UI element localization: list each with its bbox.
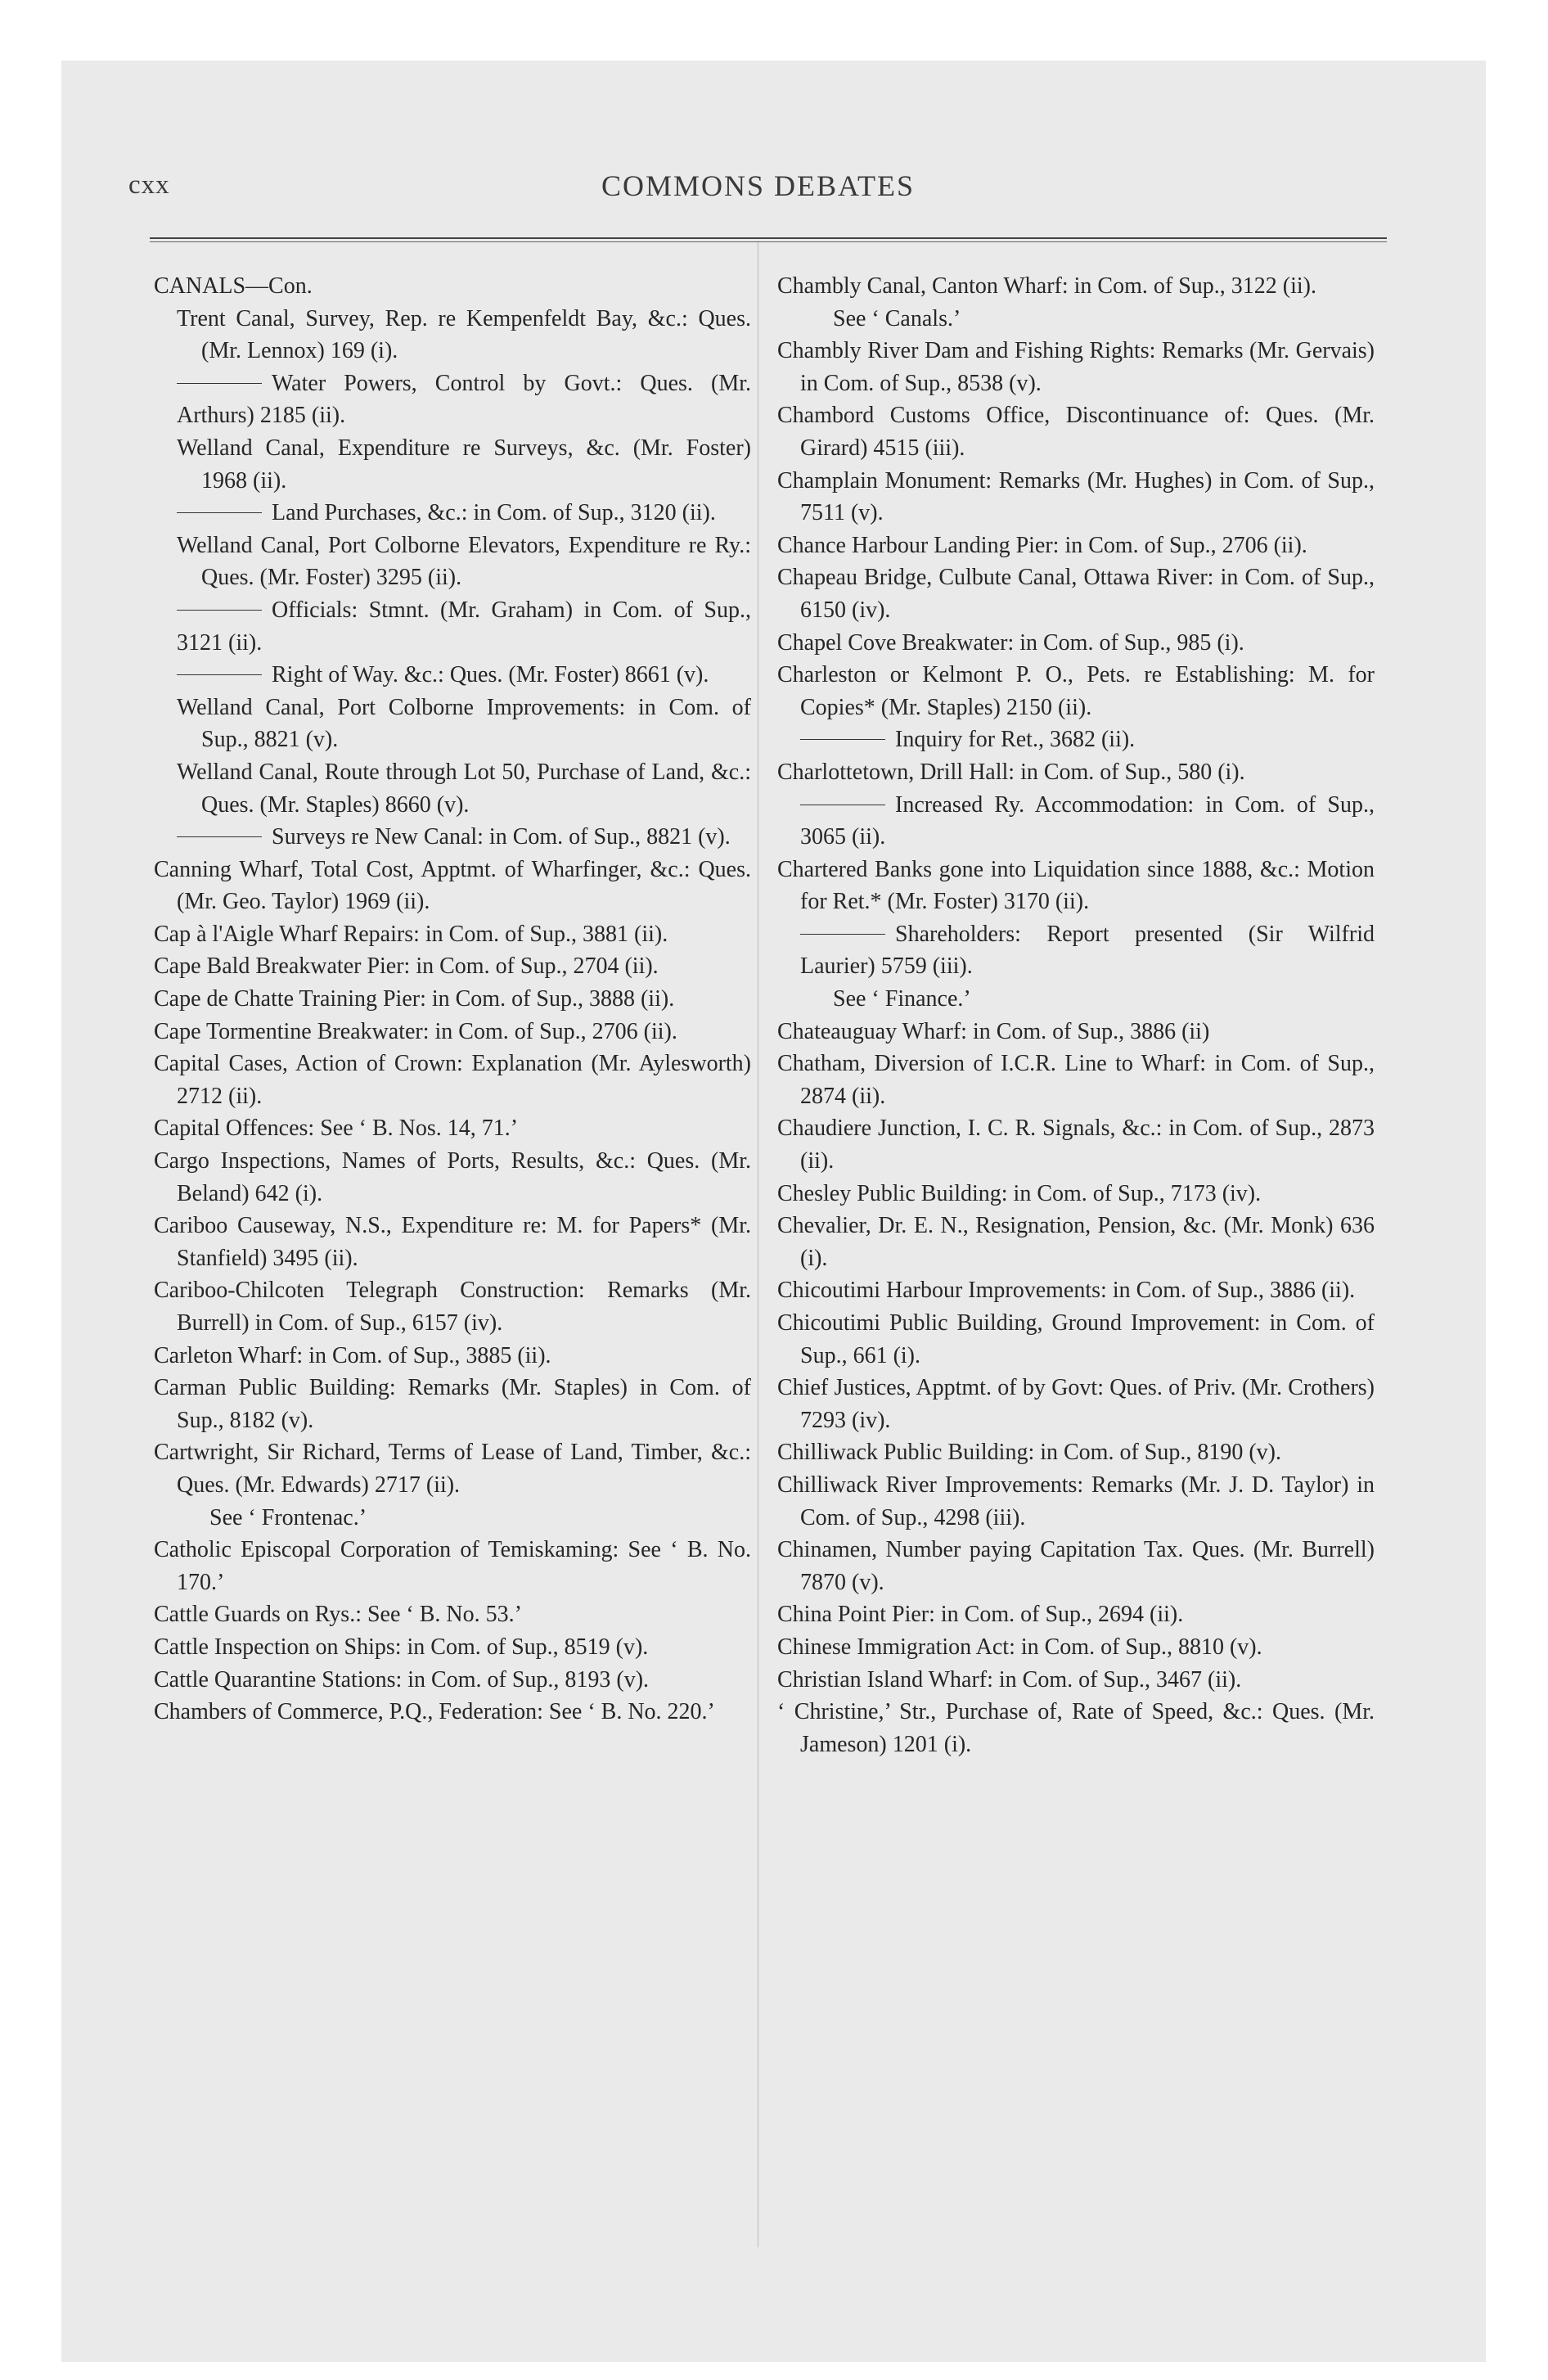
index-subentry <box>154 303 751 367</box>
entry-text: ‘ Christine,’ Str., Purchase of, Rate of Speed, &c.: Ques. (Mr. Jameson) 1201 (i). <box>777 1699 1375 1757</box>
index-continuation-entry <box>777 723 1375 756</box>
ditto-dash <box>177 836 262 837</box>
entry-text: Cape Tormentine Breakwater: in Com. of Sup., 2706 (ii). <box>154 1018 677 1044</box>
left-column <box>154 270 751 1729</box>
index-entry <box>777 465 1375 530</box>
entry-text: Cape de Chatte Training Pier: in Com. of Sup., 3888 (ii). <box>154 986 675 1012</box>
entry-text: Cattle Inspection on Ships: in Com. of Sup., 8519 (v). <box>154 1634 649 1660</box>
index-entry <box>777 1598 1375 1631</box>
entry-text: Champlain Monument: Remarks (Mr. Hughes) in Com. of Sup., 7511 (v). <box>777 467 1375 526</box>
entry-text: Cargo Inspections, Names of Ports, Results, &c.: Ques. (Mr. Beland) 642 (i). <box>154 1148 751 1206</box>
index-entry <box>777 659 1375 723</box>
index-entry <box>777 270 1375 303</box>
index-entry <box>777 1534 1375 1598</box>
index-continuation-entry <box>154 659 751 692</box>
index-entry <box>154 950 751 983</box>
entry-text: Cattle Guards on Rys.: See ‘ B. No. 53.’ <box>154 1602 522 1628</box>
entry-text: Chatham, Diversion of I.C.R. Line to Wharf: in Com. of Sup., 2874 (ii). <box>777 1051 1375 1109</box>
index-entry <box>777 1016 1375 1048</box>
entry-text: CANALS—Con. <box>154 273 313 299</box>
entry-text: Chaudiere Junction, I. C. R. Signals, &c.: in Com. of Sup., 2873 (ii). <box>777 1116 1375 1174</box>
index-continuation-entry <box>154 367 751 432</box>
entry-text: Chicoutimi Public Building, Ground Improvement: in Com. of Sup., 661 (i). <box>777 1310 1375 1368</box>
index-continuation-entry <box>154 821 751 854</box>
entry-text: Surveys re New Canal: in Com. of Sup., 8821 (v). <box>272 824 731 850</box>
entry-text: Catholic Episcopal Corporation of Temiskaming: See ‘ B. No. 170.’ <box>154 1537 751 1595</box>
index-entry <box>154 1664 751 1697</box>
entry-text: Chartered Banks gone into Liquidation since 1888, &c.: Motion for Ret.* (Mr. Foster) 3170 (ii). <box>777 856 1375 915</box>
index-entry <box>777 1048 1375 1112</box>
section-heading <box>154 270 751 303</box>
ditto-dash <box>177 512 262 513</box>
entry-text: Chilliwack River Improvements: Remarks (Mr. J. D. Taylor) in Com. of Sup., 4298 (iii). <box>777 1472 1375 1530</box>
index-entry <box>154 1696 751 1729</box>
index-entry <box>154 1436 751 1501</box>
entry-text: Land Purchases, &c.: in Com. of Sup., 3120 (ii). <box>272 500 716 526</box>
entry-text: China Point Pier: in Com. of Sup., 2694 (ii). <box>777 1602 1184 1628</box>
index-entry <box>154 1340 751 1373</box>
index-entry <box>154 854 751 918</box>
index-entry <box>777 1210 1375 1274</box>
header-rule <box>150 237 1387 242</box>
entry-text: Welland Canal, Port Colborne Elevators, Expenditure re Ry.: Ques. (Mr. Foster) 3295 (ii). <box>177 532 751 591</box>
entry-text: Chicoutimi Harbour Improvements: in Com. of Sup., 3886 (ii). <box>777 1278 1356 1304</box>
right-column <box>777 270 1375 1760</box>
entry-text: Cartwright, Sir Richard, Terms of Lease of Land, Timber, &c.: Ques. (Mr. Edwards) 2717 (ii). <box>154 1440 751 1498</box>
index-entry <box>154 918 751 951</box>
index-entry <box>154 1274 751 1339</box>
entry-text: Cap à l'Aigle Wharf Repairs: in Com. of Sup., 3881 (ii). <box>154 921 668 947</box>
entry-text: Water Powers, Control by Govt.: Ques. (Mr. Arthurs) 2185 (ii). <box>177 370 751 429</box>
entry-text: Inquiry for Ret., 3682 (ii). <box>895 727 1136 753</box>
entry-text: Chateauguay Wharf: in Com. of Sup., 3886 (ii) <box>777 1018 1210 1044</box>
page-folio: cxx <box>128 170 170 200</box>
ditto-dash <box>177 610 262 611</box>
entry-text: Christian Island Wharf: in Com. of Sup., 3467 (ii). <box>777 1666 1242 1693</box>
index-entry <box>154 1631 751 1664</box>
entry-text: Chief Justices, Apptmt. of by Govt: Ques. of Priv. (Mr. Crothers) 7293 (iv). <box>777 1375 1375 1433</box>
index-entry <box>154 1112 751 1145</box>
entry-text: Chesley Public Building: in Com. of Sup., 7173 (iv). <box>777 1180 1262 1206</box>
index-entry <box>777 335 1375 399</box>
entry-text: Cariboo Causeway, N.S., Expenditure re: M. for Papers* (Mr. Stanfield) 3495 (ii). <box>154 1213 751 1271</box>
index-continuation-entry <box>154 497 751 530</box>
index-entry <box>777 561 1375 626</box>
entry-text: Right of Way. &c.: Ques. (Mr. Foster) 8661 (v). <box>272 662 709 688</box>
index-continuation-entry <box>777 918 1375 983</box>
entry-text: Chambers of Commerce, P.Q., Federation: See ‘ B. No. 220.’ <box>154 1699 715 1725</box>
index-entry <box>777 627 1375 660</box>
entry-text: Welland Canal, Port Colborne Improvements: in Com. of Sup., 8821 (v). <box>177 694 751 753</box>
index-entry <box>777 399 1375 464</box>
index-subentry <box>154 756 751 821</box>
index-entry <box>154 1016 751 1048</box>
index-entry <box>154 1534 751 1598</box>
entry-text: Charleston or Kelmont P. O., Pets. re Establishing: M. for Copies* (Mr. Staples) 2150 (ii). <box>777 662 1375 720</box>
entry-text: Chambord Customs Office, Discontinuance of: Ques. (Mr. Girard) 4515 (iii). <box>777 403 1375 461</box>
entry-text: Chapel Cove Breakwater: in Com. of Sup., 985 (i). <box>777 629 1244 656</box>
entry-text: Welland Canal, Expenditure re Surveys, &c. (Mr. Foster) 1968 (ii). <box>177 435 751 494</box>
entry-text: Chambly River Dam and Fishing Rights: Remarks (Mr. Gervais) in Com. of Sup., 8538 (v). <box>777 338 1375 396</box>
index-subentry <box>154 530 751 594</box>
entry-text: Charlottetown, Drill Hall: in Com. of Sup., 580 (i). <box>777 759 1245 785</box>
index-entry <box>777 756 1375 789</box>
entry-text: Chinamen, Number paying Capitation Tax. Ques. (Mr. Burrell) 7870 (v). <box>777 1537 1375 1595</box>
index-entry <box>777 1178 1375 1210</box>
entry-text: Carleton Wharf: in Com. of Sup., 3885 (ii). <box>154 1342 551 1368</box>
entry-text: Chilliwack Public Building: in Com. of Sup., 8190 (v). <box>777 1440 1281 1466</box>
index-entry <box>777 1664 1375 1697</box>
entry-text: Chapeau Bridge, Culbute Canal, Ottawa River: in Com. of Sup., 6150 (iv). <box>777 565 1375 623</box>
cross-reference <box>777 303 1375 336</box>
entry-text: Officials: Stmnt. (Mr. Graham) in Com. of Sup., 3121 (ii). <box>177 597 751 656</box>
entry-text: Cattle Quarantine Stations: in Com. of Sup., 8193 (v). <box>154 1666 650 1693</box>
index-entry <box>777 1372 1375 1436</box>
entry-text: Chinese Immigration Act: in Com. of Sup., 8810 (v). <box>777 1634 1262 1660</box>
index-entry <box>777 1112 1375 1177</box>
index-entry <box>777 530 1375 562</box>
index-entry <box>154 1145 751 1210</box>
entry-text: Shareholders: Report presented (Sir Wilfrid Laurier) 5759 (iii). <box>800 921 1375 980</box>
index-entry <box>777 1469 1375 1534</box>
entry-text: See ‘ Canals.’ <box>833 305 961 331</box>
index-entry <box>777 1274 1375 1307</box>
index-entry <box>777 1436 1375 1469</box>
index-entry <box>777 1307 1375 1372</box>
entry-text: Capital Offences: See ‘ B. Nos. 14, 71.’ <box>154 1116 519 1142</box>
entry-text: Chambly Canal, Canton Wharf: in Com. of Sup., 3122 (ii). <box>777 273 1316 299</box>
entry-text: Cape Bald Breakwater Pier: in Com. of Sup., 2704 (ii). <box>154 953 659 980</box>
cross-reference <box>154 1502 751 1535</box>
entry-text: Cariboo-Chilcoten Telegraph Construction: Remarks (Mr. Burrell) in Com. of Sup., 6157 (iv). <box>154 1278 751 1336</box>
index-continuation-entry <box>154 594 751 659</box>
entry-text: Chevalier, Dr. E. N., Resignation, Pension, &c. (Mr. Monk) 636 (i). <box>777 1213 1375 1271</box>
cross-reference <box>777 983 1375 1016</box>
index-continuation-entry <box>777 789 1375 854</box>
index-entry <box>154 1048 751 1112</box>
index-entry <box>777 1696 1375 1760</box>
entry-text: Trent Canal, Survey, Rep. re Kempenfeldt Bay, &c.: Ques. (Mr. Lennox) 169 (i). <box>177 305 751 364</box>
entry-text: Increased Ry. Accommodation: in Com. of Sup., 3065 (ii). <box>800 791 1375 850</box>
entry-text: Canning Wharf, Total Cost, Apptmt. of Wharfinger, &c.: Ques. (Mr. Geo. Taylor) 1969 (ii). <box>154 856 751 915</box>
index-entry <box>777 854 1375 918</box>
ditto-dash <box>800 934 885 935</box>
index-entry <box>154 983 751 1016</box>
page-title: COMMONS DEBATES <box>601 169 916 202</box>
entry-text: Welland Canal, Route through Lot 50, Purchase of Land, &c.: Ques. (Mr. Staples) 8660 (v). <box>177 759 751 818</box>
entry-text: See ‘ Frontenac.’ <box>209 1504 367 1530</box>
entry-text: Capital Cases, Action of Crown: Explanation (Mr. Aylesworth) 2712 (ii). <box>154 1051 751 1109</box>
index-entry <box>777 1631 1375 1664</box>
entry-text: See ‘ Finance.’ <box>833 986 971 1012</box>
index-entry <box>154 1598 751 1631</box>
entry-text: Chance Harbour Landing Pier: in Com. of Sup., 2706 (ii). <box>777 532 1307 558</box>
index-entry <box>154 1372 751 1436</box>
entry-text: Carman Public Building: Remarks (Mr. Staples) in Com. of Sup., 8182 (v). <box>154 1375 751 1433</box>
ditto-dash <box>177 674 262 675</box>
ditto-dash <box>800 739 885 740</box>
index-subentry <box>154 692 751 756</box>
index-entry <box>154 1210 751 1274</box>
index-subentry <box>154 432 751 497</box>
ditto-dash <box>177 383 262 384</box>
